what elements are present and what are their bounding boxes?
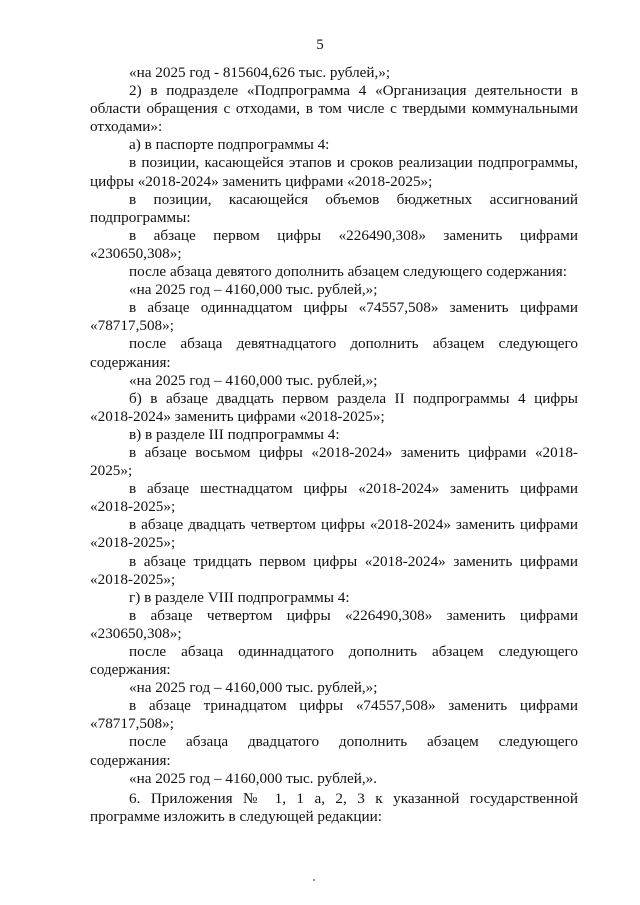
paragraph: после абзаца девятого дополнить абзацем следующего содержания: (129, 263, 567, 281)
paragraph: в позиции, касающейся этапов и сроков реализации подпрограммы, цифры «2018-2024» заменить цифрами «2018-2025»; (90, 154, 578, 190)
scan-speck (313, 879, 315, 881)
paragraph: «на 2025 год – 4160,000 тыс. рублей,»; (129, 281, 378, 299)
paragraph: в абзаце четвертом цифры «226490,308» заменить цифрами «230650,308»; (90, 606, 578, 642)
paragraph: а) в паспорте подпрограммы 4: (129, 136, 330, 154)
paragraph: в абзаце шестнадцатом цифры «2018-2024» заменить цифрами «2018-2025»; (90, 480, 578, 516)
paragraph: в абзаце тридцать первом цифры «2018-2024» заменить цифрами «2018-2025»; (90, 552, 578, 588)
paragraph: «на 2025 год – 4160,000 тыс. рублей,». (129, 769, 378, 787)
paragraph: «на 2025 год – 4160,000 тыс. рублей,»; (129, 679, 378, 697)
paragraph: в абзаце двадцать четвертом цифры «2018-2024» заменить цифрами «2018-2025»; (90, 516, 578, 552)
paragraph: после абзаца одиннадцатого дополнить абзацем следующего содержания: (90, 643, 578, 679)
paragraph: в абзаце первом цифры «226490,308» заменить цифрами «230650,308»; (90, 226, 578, 262)
paragraph: 2) в подразделе «Подпрограмма 4 «Организация деятельности в области обращения с отходами, в том числе с твердыми коммунальными отходами»: (90, 82, 578, 136)
paragraph: после абзаца двадцатого дополнить абзацем следующего содержания: (90, 733, 578, 769)
document-body (90, 64, 578, 826)
paragraph: в абзаце одиннадцатом цифры «74557,508» заменить цифрами «78717,508»; (90, 299, 578, 335)
paragraph: 6. Приложения № 1, 1 а, 2, 3 к указанной государственной программе изложить в следующей редакции: (90, 789, 578, 825)
page-number: 5 (316, 37, 324, 53)
paragraph: в позиции, касающейся объемов бюджетных ассигнований подпрограммы: (90, 190, 578, 226)
paragraph: «на 2025 год - 815604,626 тыс. рублей,»; (129, 64, 391, 81)
paragraph: б) в абзаце двадцать первом раздела II подпрограммы 4 цифры «2018-2024» заменить цифрами «2018-2025»; (90, 389, 578, 425)
paragraph: в) в разделе III подпрограммы 4: (129, 425, 340, 443)
paragraph: в абзаце тринадцатом цифры «74557,508» заменить цифрами «78717,508»; (90, 697, 578, 733)
paragraph: «на 2025 год – 4160,000 тыс. рублей,»; (129, 371, 378, 389)
paragraph: г) в разделе VIII подпрограммы 4: (129, 588, 350, 606)
paragraph: после абзаца девятнадцатого дополнить абзацем следующего содержания: (90, 335, 578, 371)
paragraph: в абзаце восьмом цифры «2018-2024» заменить цифрами «2018-2025»; (90, 443, 578, 480)
